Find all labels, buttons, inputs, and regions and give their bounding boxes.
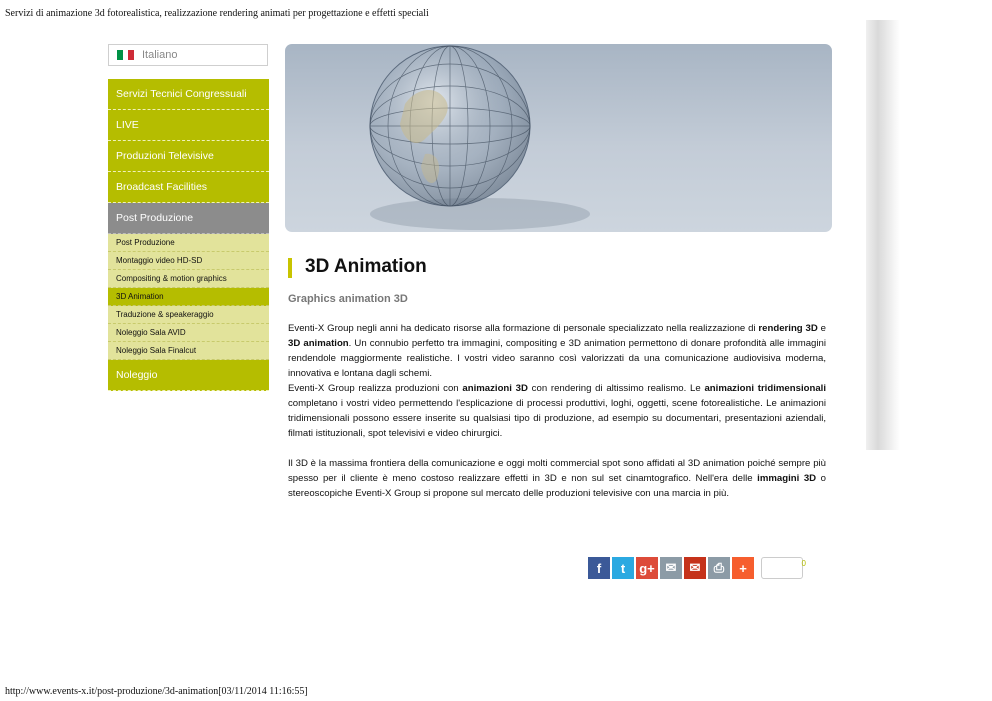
paragraph-3: Il 3D è la massima frontiera della comunicazione e oggi molti commercial spot sono affidati al 3D animation poiché sempre più spesso per il cliente è meno costoso realizzare effetti in 3D e non sul set cinamtografico. Nell'era delle immagini 3D o stereoscopiche Eventi-X Group si propone sul mercato delle produzioni televisive con una marcia in più. — [288, 458, 826, 499]
facebook-icon[interactable]: f — [588, 557, 610, 579]
globe-illustration — [285, 44, 832, 232]
google-plus-icon[interactable]: g+ — [636, 557, 658, 579]
gmail-icon[interactable]: ✉ — [684, 557, 706, 579]
paragraph-1: Eventi-X Group negli anni ha dedicato risorse alla formazione di personale specializzato nella realizzazione di rendering 3D e 3D animation. Un connubio perfetto tra immagini, compositing e 3D animation permettono di donare profondità alle immagini rendendole maggiormente realistiche. I vostri video saranno così valorizzati da una comunicazione audiovisiva moderna, innovativa e lontana dagli schemi. — [288, 323, 826, 379]
browser-page-title: Servizi di animazione 3d fotorealistica, realizzazione rendering animati per progettazione e effetti speciali — [5, 8, 429, 19]
twitter-icon[interactable]: t — [612, 557, 634, 579]
sidebar-menu — [108, 79, 269, 391]
italian-flag-icon — [117, 50, 134, 60]
submenu-item-sala-finalcut[interactable]: Noleggio Sala Finalcut — [108, 342, 269, 360]
print-icon[interactable]: ⎙ — [708, 557, 730, 579]
page-title: 3D Animation — [305, 256, 427, 277]
share-count: 0 — [761, 557, 803, 579]
submenu-item-post-produzione[interactable]: Post Produzione — [108, 234, 269, 252]
submenu-item-3d-animation[interactable]: 3D Animation — [108, 288, 269, 306]
menu-item-live[interactable]: LIVE — [108, 110, 269, 141]
hero-globe-image — [285, 44, 832, 232]
language-label: Italiano — [142, 49, 178, 61]
submenu-item-montaggio-video[interactable]: Montaggio video HD-SD — [108, 252, 269, 270]
share-bar — [588, 557, 806, 579]
language-selector[interactable] — [108, 44, 268, 66]
submenu-item-compositing[interactable]: Compositing & motion graphics — [108, 270, 269, 288]
email-icon[interactable]: ✉ — [660, 557, 682, 579]
title-accent-bar — [288, 258, 292, 278]
menu-item-post-produzione[interactable]: Post Produzione — [108, 203, 269, 234]
submenu-item-traduzione[interactable]: Traduzione & speakeraggio — [108, 306, 269, 324]
page-shadow — [866, 20, 900, 450]
menu-item-servizi-tecnici[interactable]: Servizi Tecnici Congressuali — [108, 79, 269, 110]
more-share-icon[interactable]: + — [732, 557, 754, 579]
menu-item-broadcast-facilities[interactable]: Broadcast Facilities — [108, 172, 269, 203]
paragraph-2: Eventi-X Group realizza produzioni con animazioni 3D con rendering di altissimo realismo. Le animazioni tridimensionali completano i vostri video permettendo l'esplicazione di processi produttivi, loghi, oggetti, scene fotorealistiche. Le animazioni tridimensionali possono essere inserite su qualsiasi tipo di produzione, ad esempio su documentari, presentazioni aziendali, filmati istituzionali, spot televisivi e video chirurgici. — [288, 383, 826, 439]
page-subtitle: Graphics animation 3D — [288, 293, 408, 305]
article-body — [288, 321, 826, 501]
menu-item-noleggio[interactable]: Noleggio — [108, 360, 269, 391]
submenu-item-sala-avid[interactable]: Noleggio Sala AVID — [108, 324, 269, 342]
menu-item-produzioni-televisive[interactable]: Produzioni Televisive — [108, 141, 269, 172]
footer-url: http://www.events-x.it/post-produzione/3d-animation[03/11/2014 11:16:55] — [5, 686, 308, 697]
